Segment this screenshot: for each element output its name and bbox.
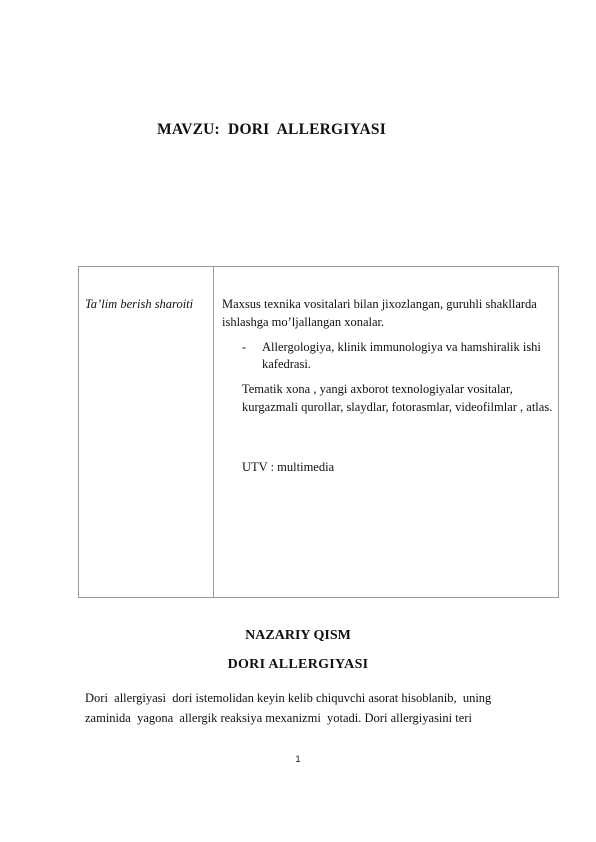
- list-marker: -: [242, 340, 247, 354]
- table-column-divider: [213, 267, 214, 597]
- body-paragraph: Dori allergiyasi dori istemolidan keyin kelib chiquvchi asorat hisoblanib, uning zaminida yagona allergik reaksiya mexanizmi yotadi. Dori allergiyasini teri: [85, 691, 492, 725]
- table-paragraph-utv: UTV : multimedia: [242, 460, 335, 474]
- table-right-cell: [222, 295, 554, 476]
- page-number: 1: [295, 754, 301, 764]
- table-list: [222, 339, 554, 373]
- table-left-label: Ta’lim berish sharoiti: [85, 297, 194, 311]
- list-item: [222, 339, 554, 373]
- list-item-text: Allergologiya, klinik immunologiya va hamshiralik ishi kafedrasi.: [262, 340, 541, 371]
- subheading-text: DORI ALLERGIYASI: [227, 657, 369, 672]
- table-paragraph-resources: Tematik xona , yangi axborot texnologiyalar vositalar, kurgazmali qurollar, slaydlar, fotorasmlar, videofilmlar , atlas.: [242, 382, 553, 414]
- document-title: MAVZU: DORI ALLERGIYASI: [157, 121, 386, 138]
- section-subheading: [0, 657, 596, 673]
- table-paragraph-rooms: Maxsus texnika vositalari bilan jixozlangan, guruhli shakllarda ishlashga mo’ljallangan xonalar.: [222, 297, 537, 329]
- section-heading: NAZARIY QISM: [245, 628, 351, 643]
- info-table: [78, 266, 559, 598]
